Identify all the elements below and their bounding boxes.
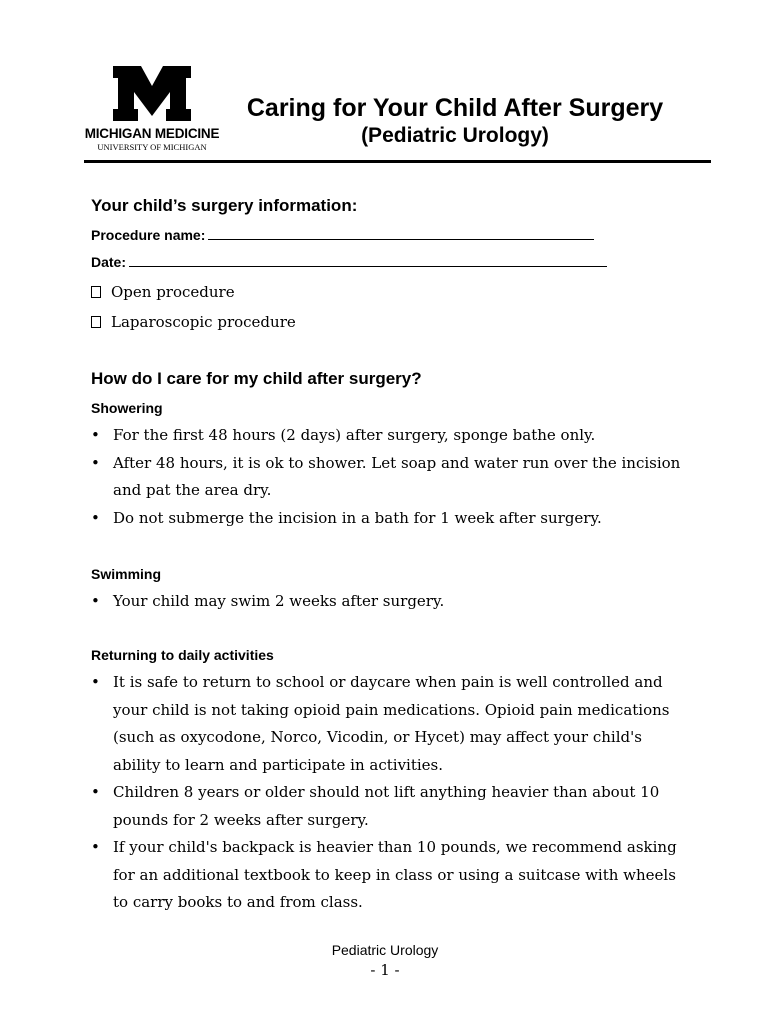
procedure-name-field[interactable] xyxy=(91,227,594,243)
logo-name: MICHIGAN MEDICINE xyxy=(84,126,220,141)
list-item: • It is safe to return to school or daycare when pain is well controlled and your child is not taking opioid pain medications. Opioid pain medications (such as oxycodone, Norco, Vicodin, or Hycet) may affect your child's ability to learn and participate in activities. xyxy=(91,669,691,779)
checkbox-icon[interactable] xyxy=(91,286,101,298)
option-label: Open procedure xyxy=(111,283,235,301)
date-line[interactable] xyxy=(129,254,607,267)
date-field[interactable] xyxy=(91,254,607,270)
daily-activities-list xyxy=(91,669,691,917)
bullet-icon: • xyxy=(91,592,100,610)
laparoscopic-procedure-option[interactable] xyxy=(91,313,296,331)
swimming-heading: Swimming xyxy=(91,566,162,582)
page-title: Caring for Your Child After Surgery xyxy=(246,94,664,122)
swimming-list xyxy=(91,588,691,616)
bullet-icon: • xyxy=(91,426,100,444)
page-number: - 1 - xyxy=(370,961,400,979)
option-label: Laparoscopic procedure xyxy=(111,313,296,331)
header-divider xyxy=(84,160,711,163)
list-item: • If your child's backpack is heavier than 10 pounds, we recommend asking for an additional textbook to keep in class or using a suitcase with wheels to carry books to and from class. xyxy=(91,834,691,917)
bullet-icon: • xyxy=(91,673,100,691)
bullet-icon: • xyxy=(91,783,100,801)
checkbox-icon[interactable] xyxy=(91,316,101,328)
bullet-icon: • xyxy=(91,508,100,527)
showering-list xyxy=(91,422,691,532)
showering-heading: Showering xyxy=(91,400,163,416)
procedure-name-label: Procedure name: xyxy=(91,227,206,243)
michigan-medicine-logo xyxy=(84,64,220,154)
open-procedure-option[interactable] xyxy=(91,283,235,301)
list-item: • Your child may swim 2 weeks after surgery. xyxy=(91,588,691,616)
footer-department: Pediatric Urology xyxy=(331,942,439,958)
date-label: Date: xyxy=(91,254,127,270)
block-m-icon xyxy=(84,64,220,124)
list-item: • For the first 48 hours (2 days) after surgery, sponge bathe only. xyxy=(91,422,691,450)
daily-activities-heading: Returning to daily activities xyxy=(91,647,274,663)
bullet-icon: • xyxy=(91,838,100,856)
list-item: • Children 8 years or older should not lift anything heavier than about 10 pounds for 2 weeks after surgery. xyxy=(91,779,691,834)
list-item: • Do not submerge the incision in a bath for 1 week after surgery. xyxy=(91,505,691,533)
logo-subtitle: UNIVERSITY OF MICHIGAN xyxy=(97,142,207,152)
care-heading: How do I care for my child after surgery? xyxy=(91,369,422,388)
procedure-name-line[interactable] xyxy=(208,227,594,240)
page-subtitle: (Pediatric Urology) xyxy=(361,124,549,147)
bullet-icon: • xyxy=(91,453,100,472)
surgery-info-heading: Your child’s surgery information: xyxy=(91,196,358,215)
list-item: • After 48 hours, it is ok to shower. Let soap and water run over the incision and pat the area dry. xyxy=(91,450,691,505)
